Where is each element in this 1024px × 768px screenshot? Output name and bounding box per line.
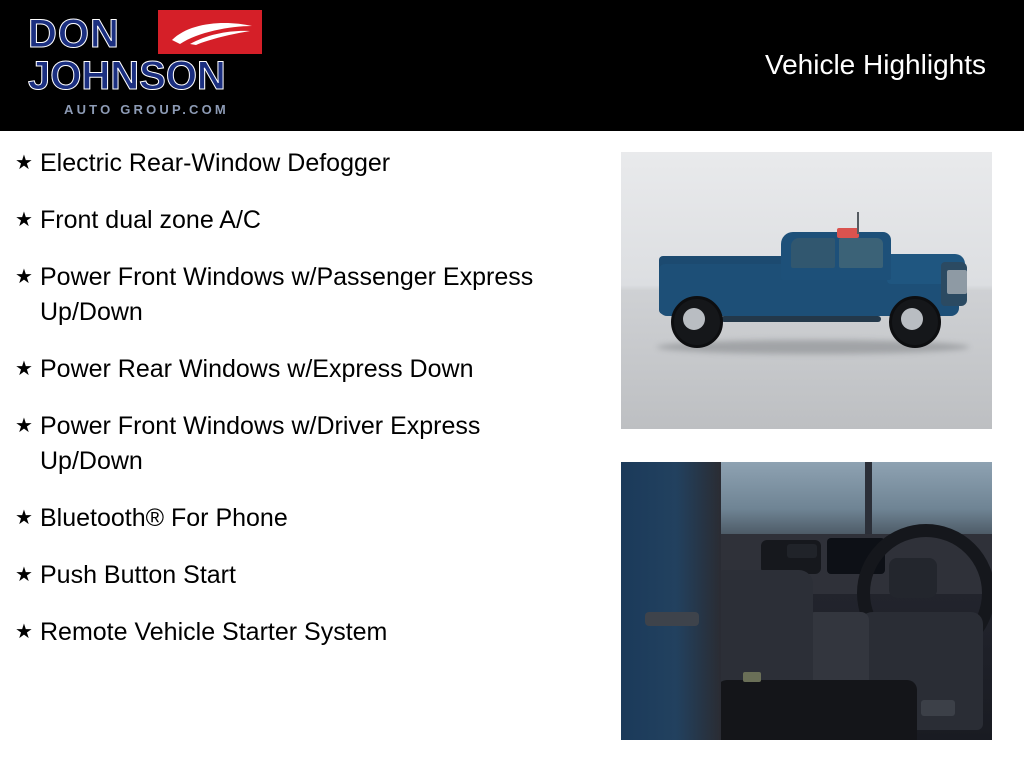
list-item <box>8 203 608 238</box>
truck-antenna <box>857 212 859 234</box>
list-item <box>8 146 608 181</box>
list-item <box>8 409 608 479</box>
list-item <box>8 352 608 387</box>
star-icon: ★ <box>15 564 33 586</box>
dealer-logo[interactable] <box>28 8 262 124</box>
list-item <box>8 501 608 536</box>
interior-illustration <box>621 462 992 740</box>
truck-grille <box>947 270 967 294</box>
list-item-label: Power Front Windows w/Driver Express Up/Down <box>40 412 481 475</box>
wheel-hub <box>901 308 923 330</box>
page-title: Vehicle Highlights <box>764 49 986 80</box>
truck-rear-wheel <box>671 296 723 348</box>
star-icon: ★ <box>15 621 33 643</box>
windshield-pillar <box>865 462 872 542</box>
list-item <box>8 260 608 330</box>
air-vent <box>787 544 817 558</box>
star-icon: ★ <box>15 507 33 529</box>
star-icon: ★ <box>15 152 33 174</box>
star-icon: ★ <box>15 266 33 288</box>
list-item-label: Electric Rear-Window Defogger <box>40 149 391 177</box>
list-item <box>8 558 608 593</box>
star-icon: ★ <box>15 415 33 437</box>
truck-front-window <box>839 238 883 268</box>
highlights-list <box>8 146 608 672</box>
door-handle <box>645 612 699 626</box>
interior-photo <box>621 462 992 740</box>
list-item-label: Power Rear Windows w/Express Down <box>40 355 474 383</box>
list-item <box>8 615 608 650</box>
list-item-label: Remote Vehicle Starter System <box>40 618 388 646</box>
exterior-photo <box>621 152 992 429</box>
truck-rear-window <box>791 238 835 268</box>
pedal <box>743 672 761 682</box>
wheel-hub <box>683 308 705 330</box>
logo-text-don: DON <box>28 12 120 56</box>
logo-tagline: AUTO GROUP.COM <box>64 102 229 117</box>
logo-swoosh-icon <box>170 20 254 46</box>
list-item-label: Push Button Start <box>40 561 236 589</box>
star-icon: ★ <box>15 358 33 380</box>
truck-illustration <box>641 204 981 384</box>
door-panel <box>621 462 721 740</box>
truck-running-board <box>721 316 881 322</box>
list-item-label: Bluetooth® For Phone <box>40 504 288 532</box>
truck-windshield-sticker <box>837 228 859 238</box>
list-item-label: Front dual zone A/C <box>40 206 261 234</box>
header-bar <box>0 0 1024 131</box>
seat-switch <box>921 700 955 716</box>
star-icon: ★ <box>15 209 33 231</box>
logo-text-johnson: JOHNSON <box>28 54 226 98</box>
steering-wheel-hub <box>889 558 937 598</box>
truck-front-wheel <box>889 296 941 348</box>
list-item-label: Power Front Windows w/Passenger Express Up/Down <box>40 263 534 326</box>
floor-mat <box>717 680 917 740</box>
